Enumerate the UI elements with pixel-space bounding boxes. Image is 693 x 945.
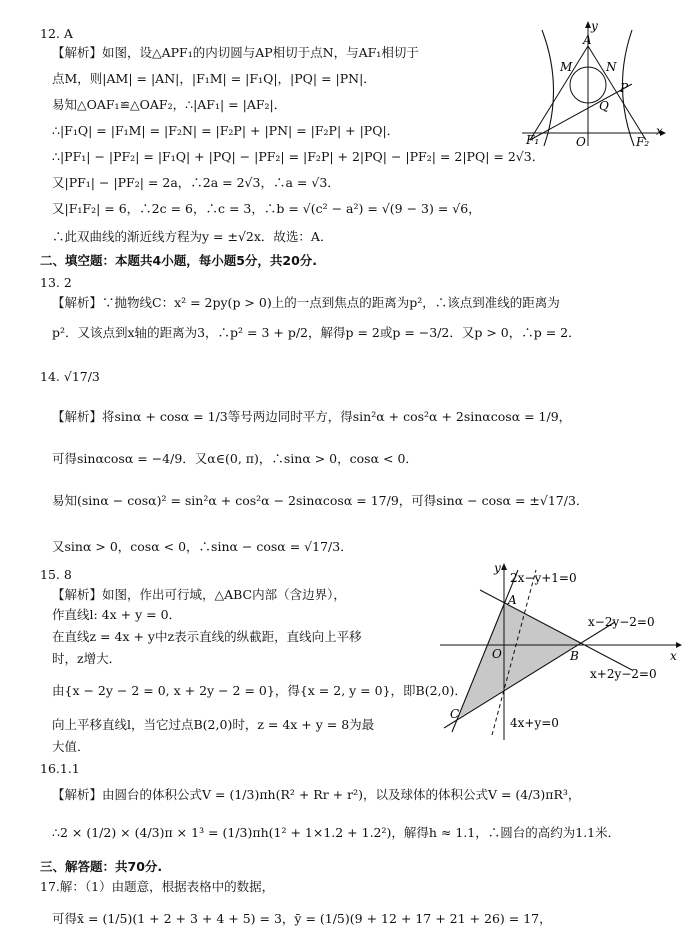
q15-header: 15. 8 (40, 567, 72, 582)
label-y: y (494, 561, 501, 575)
label-F1: F₁ (526, 133, 540, 147)
q12-line-5: ∴|PF₁| − |PF₂| = |F₁Q| + |PQ| − |PF₂| = |F₂P| + 2|PQ| − |PF₂| = 2|PQ| = 2√3． (52, 149, 545, 164)
section-2-title: 二、填空题：本题共4小题，每小题5分，共20分. (40, 253, 318, 268)
label-N: N (606, 60, 617, 74)
q12-line-6: 又|PF₁| − |PF₂| = 2a，∴2a = 2√3，∴a = √3． (52, 175, 340, 190)
q14-line-4: 又sinα > 0，cosα < 0，∴sinα − cosα = √17/3． (52, 539, 353, 554)
segment-F1P (530, 84, 632, 140)
section-3-title: 三、解答题：共70分. (40, 859, 163, 874)
q16-header: 16.1.1 (40, 761, 80, 776)
q12-line-4: ∴|F₁Q| = |F₁M| = |F₂N| = |F₂P| + |PN| = |F₂P| + |PQ|． (52, 123, 400, 138)
region-ABC (458, 602, 580, 718)
q14-header: 14. √17/3 (40, 369, 100, 384)
q15-line-7: 大值． (52, 739, 90, 754)
label-B: B (570, 649, 579, 663)
q16-line-1: 【解析】由圆台的体积公式V = (1/3)πh(R² + Rr + r²)，以及球体的体积公式V = (4/3)πR³， (52, 787, 581, 802)
label-O: O (492, 647, 502, 661)
q15-line-3: 在直线z = 4x + y中z表示直线的纵截距，直线向上平移 (52, 629, 362, 644)
label-M: M (560, 60, 573, 74)
label-A: A (583, 33, 592, 47)
q15-feasible-region-figure (440, 560, 685, 745)
q17-line-1: 17.解：（1）由题意，根据表格中的数据， (40, 879, 275, 894)
label-y: y (591, 19, 598, 33)
y-axis-arrow (501, 563, 507, 570)
q13-line-1: 【解析】∵抛物线C：x² = 2py(p > 0)上的一点到焦点的距离为p²，∴该点到准线的距离为 (52, 295, 560, 310)
q16-line-2: ∴2 × (1/2) × (4/3)π × 1³ = (1/3)πh(1² + 1×1.2 + 1.2²)，解得h ≈ 1.1，∴圆台的高约为1.1米． (52, 825, 621, 840)
label-F2: F₂ (636, 135, 650, 149)
q15-line-1: 【解析】如图，作出可行域，△ABC内部（含边界）， (52, 587, 346, 602)
q13-header: 13. 2 (40, 275, 72, 290)
q12-line-7: 又|F₁F₂| = 6，∴2c = 6，∴c = 3，∴b = √(c² − a²) = √(9 − 3) = √6， (52, 201, 481, 216)
q14-line-2: 可得sinαcosα = −4/9．又α∈(0, π)，∴sinα > 0，cosα < 0． (52, 451, 418, 466)
label-C: C (450, 707, 460, 721)
q17-line-2: 可得x̄ = (1/5)(1 + 2 + 3 + 4 + 5) = 3，ȳ = (1/5)(9 + 12 + 17 + 21 + 26) = 17， (52, 911, 552, 926)
label-A: A (508, 593, 517, 607)
label-P: P (620, 81, 629, 95)
label-eq4: 4x+y=0 (510, 716, 559, 730)
q12-line-2: 点M，则|AM| = |AN|，|F₁M| = |F₁Q|，|PQ| = |PN|． (52, 71, 376, 86)
x-axis-arrow (676, 642, 682, 648)
label-Q: Q (599, 99, 609, 113)
segment-AF1 (530, 46, 588, 140)
q13-line-2: p²．又该点到x轴的距离为3，∴p² = 3 + p/2，解得p = 2或p = −3/2．又p > 0，∴p = 2． (52, 325, 581, 340)
q15-line-2: 作直线l: 4x + y = 0． (52, 607, 182, 622)
segment-AF2 (588, 46, 646, 140)
q15-line-5: 由{x − 2y − 2 = 0, x + 2y − 2 = 0}，得{x = 2, y = 0}，即B(2,0)． (52, 683, 467, 698)
q12-line-1: 【解析】如图，设△APF₁的内切圆与AP相切于点N，与AF₁相切于 (52, 45, 419, 60)
label-eq1: 2x−y+1=0 (510, 571, 577, 585)
q15-line-4: 时，z增大． (52, 651, 122, 666)
label-eq2: x−2y−2=0 (588, 615, 655, 629)
q14-line-1: 【解析】将sinα + cosα = 1/3等号两边同时平方，得sin²α + cos²α + 2sinαcosα = 1/9， (52, 409, 572, 424)
q12-header: 12. A (40, 26, 73, 41)
label-eq3: x+2y−2=0 (590, 667, 657, 681)
label-x: x (656, 124, 663, 138)
q12-line-8: ∴此双曲线的渐近线方程为y = ±√2x．故选：A． (52, 229, 333, 244)
q12-line-3: 易知△OAF₁≌△OAF₂，∴|AF₁| = |AF₂|． (52, 97, 287, 112)
label-O: O (576, 135, 586, 149)
label-x: x (670, 649, 677, 663)
q12-hyperbola-figure (520, 18, 670, 153)
q14-line-3: 易知(sinα − cosα)² = sin²α + cos²α − 2sinαcosα = 17/9，可得sinα − cosα = ±√17/3． (52, 493, 589, 508)
q15-line-6: 向上平移直线l，当它过点B(2,0)时，z = 4x + y = 8为最 (52, 717, 375, 732)
